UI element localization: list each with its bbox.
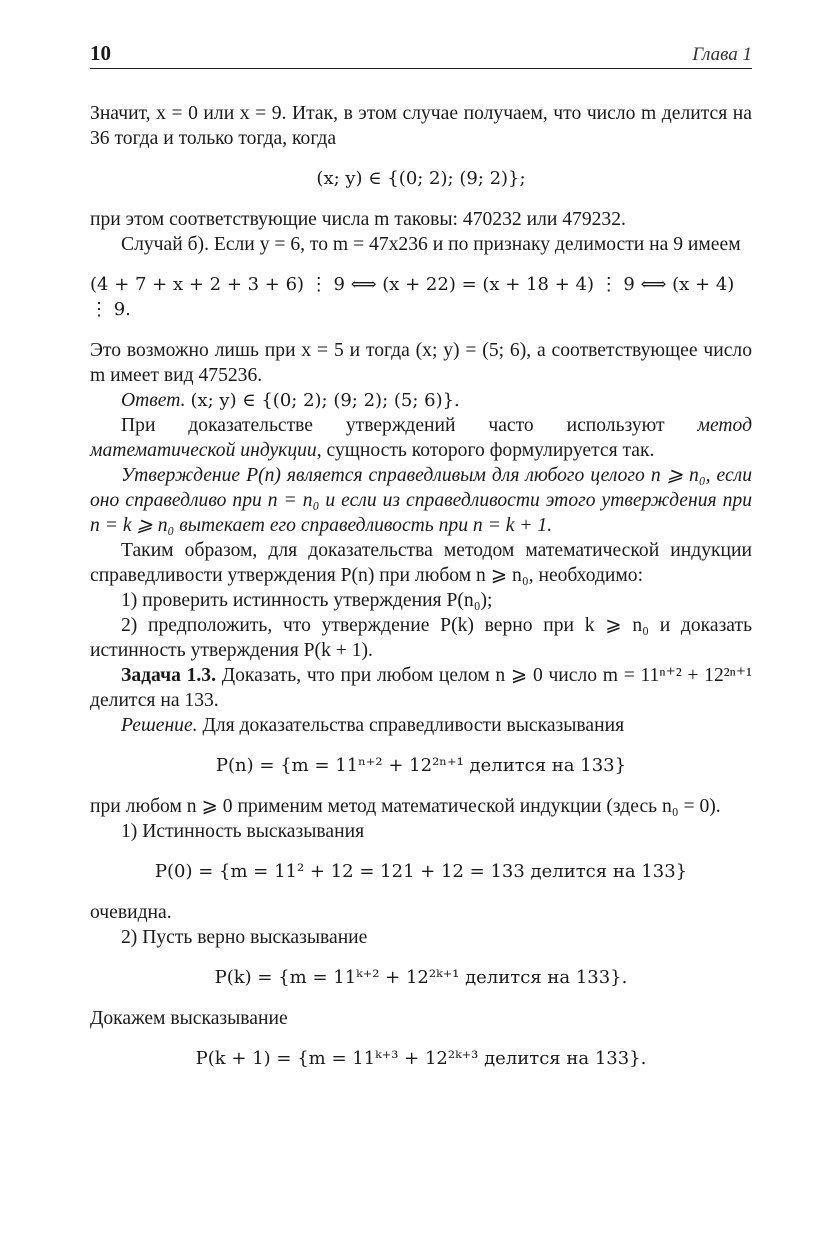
paragraph: при любом n ⩾ 0 применим метод математической индукции (здесь n₀ = 0). [90,796,721,817]
task-text: Доказать, что при любом целом n ⩾ 0 число m = 11ⁿ⁺² + 12²ⁿ⁺¹ делится на 133. [90,665,753,711]
statement: Утверждение P(n) является справедливым для любого целого n ⩾ n₀, если оно справедливо при n = n₀ и если из справедливости этого утверждения при n = k ⩾ n₀ вытекает его справедливость при n = k + 1. [90,465,752,536]
answer-label: Ответ. [121,390,186,411]
equation: P(k + 1) = {m = 11ᵏ⁺³ + 12²ᵏ⁺³ делится на 133}. [195,1048,647,1069]
equation: P(0) = {m = 11² + 12 = 121 + 12 = 133 делится на 133} [154,861,688,882]
equation: P(k) = {m = 11ᵏ⁺² + 12²ᵏ⁺¹ делится на 133}. [214,967,628,988]
page-number: 10 [90,41,111,65]
paragraph: Таким образом, для доказательства методом математической индукции справедливости утверждения P(n) при любом n ⩾ n₀, необходимо: [90,540,752,586]
page [90,38,752,1087]
step: 2) предположить, что утверждение P(k) верно при k ⩾ n₀ и доказать истинность утверждения P(k + 1). [90,615,752,661]
term-italic: метод математической индукции [90,415,752,461]
paragraph: при этом соответствующие числа m таковы: 470232 или 479232. [90,209,626,230]
answer [90,388,752,413]
paragraph: Докажем высказывание [90,1008,288,1029]
running-head: Глава 1 [692,44,752,65]
task [90,663,752,713]
answer-value: (x; y) ∈ {(0; 2); (9; 2); (5; 6)}. [190,390,460,411]
paragraph: Это возможно лишь при x = 5 и тогда (x; y) = (5; 6), а соответствующее число m имеет вид 475236. [90,340,752,386]
task-label: Задача 1.3. [121,665,217,686]
paragraph: 2) Пусть верно высказывание [121,927,368,948]
equation: P(n) = {m = 11ⁿ⁺² + 12²ⁿ⁺¹ делится на 133} [215,755,627,776]
solution: Решение. Для доказательства справедливости высказывания [121,715,625,736]
page-body [90,101,752,1071]
equation: (4 + 7 + x + 2 + 3 + 6) ⋮ 9 ⟺ (x + 22) = (x + 18 + 4) ⋮ 9 ⟺ (x + 4) ⋮ 9. [90,274,735,320]
paragraph: Случай б). Если y = 6, то m = 47x236 и по признаку делимости на 9 имеем [121,234,741,255]
page-header [90,38,752,69]
paragraph: При доказательстве утверждений часто используют метод математической индукции, сущность которого формулируется так. [90,415,752,461]
equation: (x; y) ∈ {(0; 2); (9; 2)}; [316,168,526,189]
step: 1) проверить истинность утверждения P(n₀); [121,590,493,611]
paragraph: Значит, x = 0 или x = 9. Итак, в этом случае получаем, что число m делится на 36 тогда и только тогда, когда [90,103,752,149]
paragraph: 1) Истинность высказывания [121,821,365,842]
solution-label: Решение. [121,715,198,736]
paragraph: очевидна. [90,902,172,923]
